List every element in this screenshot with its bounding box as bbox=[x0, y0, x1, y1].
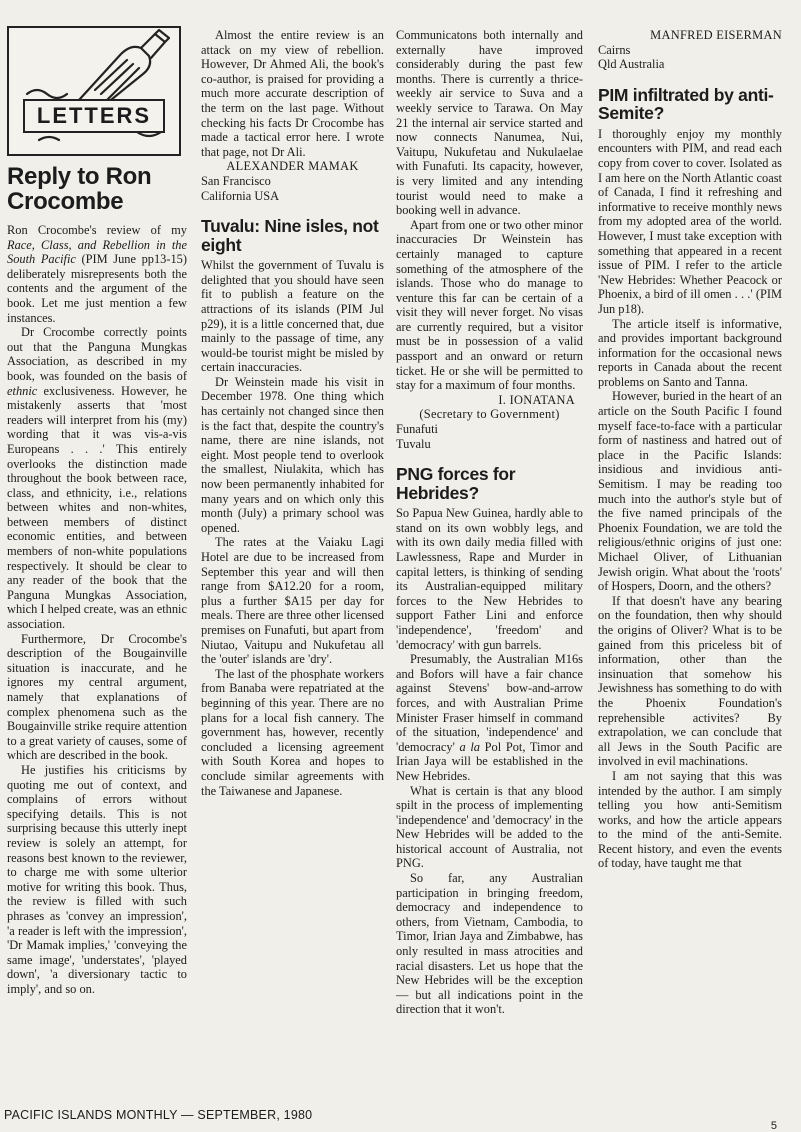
page-number: 5 bbox=[770, 1120, 777, 1132]
headline-png-forces: PNG forces for Hebrides? bbox=[396, 464, 516, 503]
letter-paragraph: Furthermore, Dr Crocombe's description of the Bougainville situation is inaccurate, and he ignores my central argument, namely that explanations of complex phenomena such as the Bougainville strike require attention to a great variety of causes, some of which are described in the book. bbox=[7, 631, 187, 763]
letter-paragraph: Ron Crocombe's review of my Race, Class, and Rebellion in the South Pacific (PIM June pp13-15) deliberately misrepresents both the contents and the argument of the book. Let me just mention a few instances. bbox=[7, 223, 188, 325]
headline-tuvalu: Tuvalu: Nine isles, not eight bbox=[201, 216, 379, 255]
letters-logo bbox=[7, 26, 181, 156]
column-1 bbox=[7, 28, 187, 996]
address-line: Qld Australia bbox=[598, 57, 665, 72]
letter-paragraph: So far, any Australian participation in bringing freedom, democracy and independence to others, from Vietnam, Cambodia, to Timor, Irian Jaya and Zimbabwe, has only resulted in mass atrocities and racial disasters. Let us hope that the New Hebrides will be the exception — but all indications point in the direction that it won't. bbox=[396, 871, 583, 1017]
letter-paragraph: The last of the phosphate workers from Banaba were repatriated at the beginning of this year. There are no plans for a local fish cannery. The government has, however, recently concluded a licensing agreement with South Korea and hopes to conclude similar agreements with the Taiwanese and Japanese. bbox=[201, 666, 384, 798]
letter-paragraph: So Papua New Guinea, hardly able to stand on its own wobbly legs, and with its own daily media filled with Lawlessness, Rape and Murder in capital letters, is thinking of sending its Australian-equipped military forces to the New Hebrides to support Father Lini and enforce 'independence', 'freedom' and 'democracy' with gun barrels. bbox=[396, 506, 583, 652]
address-line: Tuvalu bbox=[396, 436, 431, 451]
address-line: California USA bbox=[201, 188, 280, 203]
letter-paragraph: He justifies his criticisms by quoting me out of context, and complains of errors without specifying details. This is not surprising because this utterly inept review is solely an attempt, for reasons best known to the reviewer, to charge me with some ulterior motive for writing this book. Thus, the review is filled with such phrases as 'convey an impression', 'a reader is left with the impression', 'Dr Mamak implies,' 'conveying the same image', 'understates', 'played down', 'a diversionary tactic to imply', and so on. bbox=[7, 762, 187, 996]
signature: I. IONATANA bbox=[498, 392, 575, 407]
letter-paragraph: The article itself is informative, and provides important background information for the occasional news reports in Canada about the recent problems on Santo and Tanna. bbox=[598, 316, 782, 389]
letter-paragraph: Presumably, the Australian M16s and Bofors will have a fair chance against Stevens' bow-and-arrow forces, and with Australian Prime Minister Fraser himself in command of the situation, 'independence' and 'democracy' a la Pol Pot, Timor and Irian Jaya will be established in the New Hebrides. bbox=[396, 652, 583, 783]
column-4 bbox=[598, 28, 782, 871]
address-line: Cairns bbox=[598, 42, 631, 57]
page-footer: PACIFIC ISLANDS MONTHLY — SEPTEMBER, 1980 bbox=[4, 1108, 313, 1122]
letters-heading: LETTERS bbox=[23, 99, 165, 133]
signature: ALEXANDER MAMAK bbox=[226, 159, 359, 174]
letter-paragraph: Whilst the government of Tuvalu is delighted that you should have seen fit to publish a feature on the attractions of its islands (PIM Jul p29), it is a little concerned that, due mainly to the passage of time, any would-be tourist might be misled by certain inaccuracies. bbox=[201, 258, 384, 375]
address-line: Funafuti bbox=[396, 422, 438, 437]
letter-paragraph: I am not saying that this was intended by the author. I am simply telling you how anti-Semitism works, and how the article appears to the mind of the anti-Semite. Recent history, and even the events of today, have taught me that bbox=[598, 768, 782, 871]
letter-paragraph: I thoroughly enjoy my monthly encounters with PIM, and read each copy from cover to cover. Isolated as I am here on the North Atlantic coast of Canada, I find it refreshing and informative to receive monthly news from my adopted area of the world. However, I must take exception with something that appeared in a recent issue of PIM. I refer to the article 'New Hebrides: Whether Peacock or Phoenix, a bird of ill omen . . .' (PIM Jun p18). bbox=[598, 126, 782, 316]
letter-paragraph: If that doesn't have any bearing on the foundation, then why should the origins of Oliver? What is to be gained from this priceless bit of information, other than the insinuation that somehow his Jewishness has something to do with the Phoenix Foundation's reprehensible activites? By extrapolation, we can conclude that all Jews in the South Pacific are involved in evil machinations. bbox=[598, 593, 782, 769]
letter-paragraph: Dr Weinstein made his visit in December 1978. One thing which has certainly not changed since then is the fact that, despite the country's name, there are nine islands, not eight. Most people tend to overlook the smallest, Niulakita, which has now been permanently inhabited for many years and on which only this month (July) a primary school was opened. bbox=[201, 374, 384, 535]
signature: MANFRED EISERMAN bbox=[650, 28, 782, 42]
address-line: San Francisco bbox=[201, 173, 271, 188]
letter-paragraph: However, buried in the heart of an article on the South Pacific I found myself face-to-face with a particular form of nastiness and hatred out of place in the Pacific Islands: insidious and invidious anti-Semitism. I may be reading too much into the author's style but of the five named principals of the Phoenix Foundation, we are told the religious/ethnic origins of just one: Michael Oliver, of Lithuanian Jewish origin. What about the 'roots' of Hospers, Doorn, and the others? bbox=[598, 389, 782, 594]
column-2 bbox=[201, 28, 384, 798]
letter-paragraph: Dr Crocombe correctly points out that the Panguna Mungkas Association, as described in my book, was founded on the basis of ethnic exclusiveness. However, he mistakenly asserts that 'most readers will interpret from his (my) wording that it was vis-a-vis Europeans . . .' This entirely overlooks the distinction made throughout the book between race, class, and ethnicity, i.e., relations between whites and non-whites, between members of distinct economic entities, and between members of non-white populations respectively. It should be clear to any reader of the book that the Panguna Mungkas Association, which I helped create, was an ethnic association. bbox=[7, 325, 187, 632]
letter-paragraph: The rates at the Vaiaku Lagi Hotel are due to be increased from September this year and will then range from $A12.20 for a room, plus a further $A15 per day for meals. There are three other licensed premises on Funafuti, but apart from Niutao, Vaitupu and Nukufetau all the 'outer' islands are 'dry'. bbox=[201, 535, 384, 667]
column-3 bbox=[396, 28, 583, 1017]
letter-paragraph: What is certain is that any blood spilt in the process of implementing 'independence' and 'democracy' in the New Hebrides will be added to the historical account of Australia, not PNG. bbox=[396, 783, 583, 871]
headline-reply-to-ron-crocombe: Reply to Ron Crocombe bbox=[7, 163, 152, 215]
letter-paragraph: Communicatons both internally and externally have improved considerably during the past few months. There is currently a thrice-weekly air service to Suva and a weekly service to Tarawa. On May 21 the internal air service started and now connects Nanumea, Nui, Vaitupu, Nukufetau and Nukulaelae with Funafuti. Its capacity, however, is very limited and any intending tourist would need to make a booking well in advance. bbox=[396, 28, 583, 218]
signature-title: (Secretary to Government) bbox=[419, 407, 560, 422]
headline-pim-infiltrated: PIM infiltrated by anti-Semite? bbox=[598, 84, 774, 124]
bottle-illustration-icon bbox=[9, 28, 179, 154]
letter-paragraph: Almost the entire review is an attack on my view of rebellion. However, Dr Ahmed Ali, the book's co-author, is praised for providing a much more accurate description of the term on the last page. Without checking his facts Dr Crocombe has made a tactical error here. I wrote that page, not Dr Ali. bbox=[201, 28, 384, 159]
letter-paragraph: Apart from one or two other minor inaccuracies Dr Weinstein has certainly managed to capture something of the atmosphere of the islands. Those who do manage to venture this far can be certain of a visit they will never forget. No visas are currently required, but a visitor must be in possession of a valid passport and an onward or return ticket. He or she will be permitted to stay for a maximum of four months. bbox=[396, 217, 583, 393]
